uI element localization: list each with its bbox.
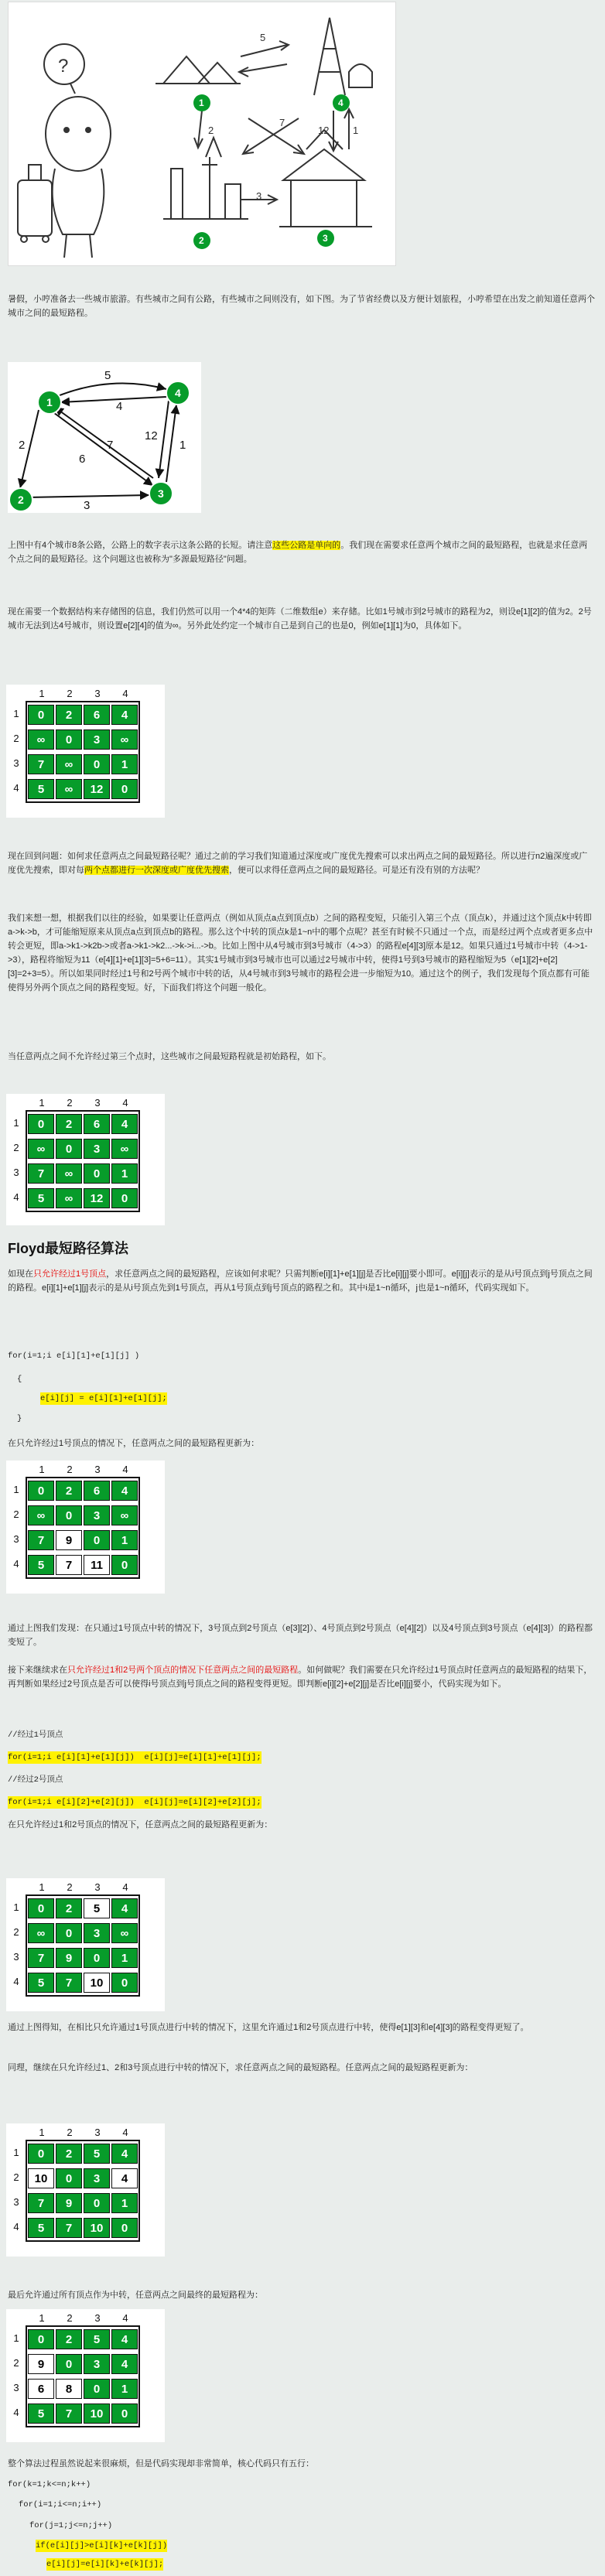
paragraph-question bbox=[8, 849, 596, 877]
matrix-row-header: 4 bbox=[13, 2221, 19, 2233]
matrix-row-header: 2 bbox=[13, 733, 19, 744]
matrix-cell: 0 bbox=[84, 2193, 110, 2213]
paragraph-core-code: 整个算法过程虽然说起来很麻烦，但是代码实现却非常简单，核心代码只有五行： bbox=[8, 2459, 314, 2468]
matrix-cell: 0 bbox=[84, 754, 110, 774]
matrix-cell: 6 bbox=[28, 2379, 54, 2399]
matrix-cell: 12 bbox=[84, 1188, 110, 1208]
matrix-row-header: 2 bbox=[13, 1508, 19, 1520]
hero-distance-2: 2 bbox=[208, 125, 214, 136]
matrix-col-header: 4 bbox=[122, 1097, 128, 1109]
paragraph-observation-2: 通过上图得知，在相比只允许通过1号顶点进行中转的情况下，这里允许通过1和2号顶点进行中转，使得e[1][3]和e[4][3]的路程变得更短了。 bbox=[8, 2023, 529, 2032]
matrix-col-header: 4 bbox=[122, 688, 128, 699]
matrix-cell: 10 bbox=[28, 2168, 54, 2188]
paragraph-via-vertex-1 bbox=[8, 1267, 596, 1295]
matrix-cell: 6 bbox=[84, 705, 110, 725]
paragraph-via-vertex-1-2 bbox=[8, 1663, 596, 1691]
matrix-no-transfer bbox=[6, 1094, 165, 1225]
edge-label-2: 2 bbox=[19, 439, 26, 452]
matrix-cell: 5 bbox=[28, 779, 54, 799]
matrix-cell: 0 bbox=[56, 1923, 82, 1943]
matrix-col-header: 1 bbox=[39, 2312, 45, 2324]
paragraph-transfer-point: 我们来想一想，根据我们以往的经验，如果要让任意两点（例如从顶点a点到顶点b）之间的路程变短，只能引入第三个点（顶点k），并通过这个顶点k中转即a->k->b，才可能缩短原来从顶点a点到顶点b的路程。那么这个中转的顶点k是1~n中的哪个点呢？甚至有时候不只通过一个点，而是经过两个点或者更多点中转会更短，即a->k1->k2b->或者a->k1->k2...->k->i...->b。比如上图中从4号城市到3号城市（4->3）的路程e[4][3]原本是12。如果只通过1号城市中转（4->1->3），路程将缩短为11（e[4][1]+e[1][3]=5+6=11）。其实1号城市到3号城市也可以通过2号城市中转，使得1号到3号城市的路程缩短为5（e[1][2]+e[2][3]=2+3=5）。所以如果同时经过1号和2号两个城市中转的话，从4号城市到3号城市的路程会进一步缩短为10。通过这个的例子，我们发现每个顶点都有可能使得另外两个顶点之间的路程变短。好，下面我们将这个问题一般化。 bbox=[8, 914, 593, 992]
p1-text-b: 。我们现在需要求任意两个城市之间的最短路程，也就是求任意两个点之间的最短路径。这个问题这也被称为"多源最短路径"问题。 bbox=[8, 541, 588, 564]
city-graph-svg bbox=[8, 362, 201, 513]
p6-text-b: ，求任意两点之间的最短路程，应该如何求呢？只需判断e[i][1]+e[1][j]是否比e[i][j]要小即可。e[i][j]表示的是从i号顶点到j号顶点之间的路程。e[i][1]+e[1][j]表示的是从i号顶点先到1号顶点，再从1号顶点到j号顶点的路程之和。其中i是1~n循环，j也是1~n循环，代码实现如下。 bbox=[8, 1269, 593, 1293]
matrix-cell: 6 bbox=[84, 1481, 110, 1501]
matrix-col-header: 4 bbox=[122, 1464, 128, 1475]
matrix-cell: 10 bbox=[84, 2218, 110, 2238]
matrix-row-header: 1 bbox=[13, 1117, 19, 1129]
matrix-cell: 0 bbox=[84, 1530, 110, 1550]
matrix-row-header: 2 bbox=[13, 2171, 19, 2183]
graph-node-3: 3 bbox=[158, 487, 164, 500]
matrix-final bbox=[6, 2309, 165, 2442]
paragraph-observation-1: 通过上图我们发现：在只通过1号顶点中转的情况下，3号顶点到2号顶点（e[3][2]）、4号顶点到2号顶点（e[4][2]）以及4号顶点到3号顶点（e[4][3]）的路程都变短了。 bbox=[8, 1624, 593, 1647]
matrix-col-header: 4 bbox=[122, 2127, 128, 2138]
code-block-vertex-1 bbox=[8, 1350, 139, 1362]
p1-highlight: 这些公路是单向的 bbox=[272, 541, 341, 550]
edge-label-12: 12 bbox=[145, 429, 158, 442]
matrix-cell: 9 bbox=[56, 1948, 82, 1968]
matrix-row-header: 4 bbox=[13, 782, 19, 794]
matrix-cell: ∞ bbox=[56, 1163, 82, 1184]
code2-comment-2: //经过2号顶点 bbox=[8, 1775, 63, 1785]
hero-distance-12: 12 bbox=[318, 125, 330, 136]
matrix-cell: ∞ bbox=[111, 1139, 138, 1159]
matrix-cell: 0 bbox=[28, 1114, 54, 1134]
matrix-cell: 0 bbox=[111, 1555, 138, 1575]
code3-assign: e[i][j]=e[i][k]+e[k][j]; bbox=[46, 2560, 164, 2569]
matrix-row-header: 4 bbox=[13, 1191, 19, 1203]
edge-label-6: 6 bbox=[79, 453, 86, 466]
travel-map-drawing bbox=[9, 2, 395, 265]
matrix-after-vertex-1 bbox=[6, 1461, 165, 1594]
matrix-cell: 1 bbox=[111, 1163, 138, 1184]
matrix-cell: 0 bbox=[111, 1188, 138, 1208]
matrix-col-header: 3 bbox=[94, 2312, 101, 2324]
matrix-cell: 0 bbox=[28, 1898, 54, 1918]
graph-node-4: 4 bbox=[175, 387, 181, 399]
matrix-cell: ∞ bbox=[56, 754, 82, 774]
matrix-cell: 8 bbox=[56, 2379, 82, 2399]
paragraph-no-transfer: 当任意两点之间不允许经过第三个点时，这些城市之间最短路程就是初始路程，如下。 bbox=[8, 1052, 331, 1061]
matrix-cell: 7 bbox=[56, 1555, 82, 1575]
matrix-cell: 5 bbox=[84, 2329, 110, 2349]
matrix-cell: 4 bbox=[111, 2168, 138, 2188]
code1-assign: e[i][j] = e[i][1]+e[1][j]; bbox=[40, 1394, 167, 1403]
matrix-cell: 2 bbox=[56, 2144, 82, 2164]
matrix-cell: ∞ bbox=[28, 1923, 54, 1943]
matrix-col-header: 1 bbox=[39, 1881, 45, 1893]
matrix-cell: 11 bbox=[84, 1555, 110, 1575]
matrix-cell: 0 bbox=[56, 2168, 82, 2188]
matrix-row-header: 2 bbox=[13, 1926, 19, 1938]
matrix-cell: 4 bbox=[111, 1481, 138, 1501]
matrix-row-header: 1 bbox=[13, 2147, 19, 2158]
matrix-cell: ∞ bbox=[111, 729, 138, 750]
p3-text-b: ，便可以求得任意两点之间的最短路径。可是还有没有别的方法呢？ bbox=[229, 866, 484, 875]
matrix-row-header: 2 bbox=[13, 2357, 19, 2369]
matrix-cell: 0 bbox=[111, 2403, 138, 2424]
code1-open-brace: { bbox=[17, 1375, 22, 1384]
matrix-cell: 3 bbox=[84, 729, 110, 750]
matrix-cell: 2 bbox=[56, 2329, 82, 2349]
p3-highlight: 两个点都进行一次深度或广度优先搜索 bbox=[84, 866, 229, 875]
code3-loop-k: for(k=1;k<=n;k++) bbox=[8, 2480, 91, 2489]
matrix-cell: 9 bbox=[56, 1530, 82, 1550]
matrix-cell: 10 bbox=[84, 1973, 110, 1993]
matrix-cell: 0 bbox=[56, 1139, 82, 1159]
code3-loop-i: for(i=1;i<=n;i++) bbox=[19, 2500, 102, 2509]
code3-if: if(e[i][j]>e[i][k]+e[k][j]) bbox=[36, 2541, 168, 2550]
hero-city-1: 1 bbox=[199, 97, 204, 108]
matrix-cell: 0 bbox=[28, 1481, 54, 1501]
matrix-col-header: 3 bbox=[94, 1097, 101, 1109]
matrix-row-header: 3 bbox=[13, 2382, 19, 2393]
matrix-cell: 2 bbox=[56, 1114, 82, 1134]
p1-text-a: 上图中有4个城市8条公路，公路上的数字表示这条公路的长短。请注意 bbox=[8, 541, 273, 550]
matrix-cell: ∞ bbox=[28, 1139, 54, 1159]
p9-red-text: 只允许经过1和2号两个顶点的情况下任意两点之间的最短路程 bbox=[67, 1666, 299, 1675]
matrix-cell: 7 bbox=[28, 1948, 54, 1968]
matrix-cell: 4 bbox=[111, 705, 138, 725]
matrix-col-header: 1 bbox=[39, 2127, 45, 2138]
p6-text-a: 如现在 bbox=[8, 1269, 33, 1279]
matrix-after-vertex-1-2 bbox=[6, 1878, 165, 2011]
edge-label-1: 1 bbox=[179, 439, 186, 452]
paragraph-matrix-storage: 现在需要一个数据结构来存储图的信息，我们仍然可以用一个4*4的矩阵（二维数组e）来存储。比如1号城市到2号城市的路程为2，则设e[1][2]的值为2。2号城市无法到达4号城市，则设置e[2][4]的值为∞。另外此处约定一个城市自己是到自己的也是0，例如e[1][1]为0，具体如下。 bbox=[8, 607, 592, 630]
matrix-col-header: 1 bbox=[39, 1464, 45, 1475]
matrix-cell: ∞ bbox=[28, 729, 54, 750]
graph-node-1: 1 bbox=[46, 396, 53, 408]
matrix-cell: 4 bbox=[111, 2329, 138, 2349]
code2-comment-1: //经过1号顶点 bbox=[8, 1730, 63, 1740]
matrix-cell: 5 bbox=[28, 1188, 54, 1208]
matrix-cell: 0 bbox=[56, 729, 82, 750]
matrix-row-header: 4 bbox=[13, 2407, 19, 2418]
paragraph-all-vertices: 最后允许通过所有顶点作为中转，任意两点之间最终的最短路程为： bbox=[8, 2291, 263, 2300]
p3-text-a: 现在回到问题：如何求任意两点之间最短路径呢？通过之前的学习我们知道通过深度或广度优先搜索可以求出两点之间的最短路径。所以进行n2遍深度或广度优先搜索，即对每 bbox=[8, 852, 588, 875]
matrix-cell: 1 bbox=[111, 1948, 138, 1968]
matrix-cell: 5 bbox=[28, 2403, 54, 2424]
p6-red-text: 只允许经过1号顶点 bbox=[33, 1269, 107, 1279]
matrix-col-header: 1 bbox=[39, 688, 45, 699]
matrix-col-header: 3 bbox=[94, 2127, 101, 2138]
matrix-cell: 2 bbox=[56, 1898, 82, 1918]
matrix-cell: 2 bbox=[56, 1481, 82, 1501]
matrix-col-header: 2 bbox=[67, 1881, 73, 1893]
matrix-cell: 0 bbox=[111, 779, 138, 799]
matrix-cell: 0 bbox=[84, 1948, 110, 1968]
paragraph-after-vertex-1: 在只允许经过1号顶点的情况下，任意两点之间的最短路程更新为： bbox=[8, 1439, 260, 1448]
matrix-cell: 1 bbox=[111, 2379, 138, 2399]
hero-city-3: 3 bbox=[323, 233, 328, 244]
hero-distance-5: 5 bbox=[260, 32, 266, 43]
matrix-cell: 7 bbox=[28, 1530, 54, 1550]
matrix-cell: 9 bbox=[56, 2193, 82, 2213]
paragraph-one-way-roads bbox=[8, 538, 596, 566]
matrix-col-header: 2 bbox=[67, 2312, 73, 2324]
matrix-cell: 6 bbox=[84, 1114, 110, 1134]
matrix-row-header: 2 bbox=[13, 1142, 19, 1153]
hero-distance-1: 1 bbox=[353, 125, 359, 136]
matrix-after-vertex-1-2-3 bbox=[6, 2123, 165, 2257]
matrix-col-header: 2 bbox=[67, 1464, 73, 1475]
matrix-row-header: 3 bbox=[13, 757, 19, 769]
travel-illustration bbox=[8, 2, 396, 266]
code2-line-2: for(i=1;i e[i][2]+e[2][j]) e[i][j]=e[i][2]+e[2][j]; bbox=[8, 1798, 261, 1807]
matrix-cell: 7 bbox=[28, 1163, 54, 1184]
matrix-cell: ∞ bbox=[56, 779, 82, 799]
matrix-row-header: 4 bbox=[13, 1976, 19, 1987]
matrix-cell: 2 bbox=[56, 705, 82, 725]
intro-paragraph: 暑假，小哼准备去一些城市旅游。有些城市之间有公路，有些城市之间则没有，如下图。为了节省经费以及方便计划旅程，小哼希望在出发之前知道任意两个城市之间的最短路程。 bbox=[8, 295, 595, 318]
paragraph-after-vertex-1-2: 在只允许经过1和2号顶点的情况下，任意两点之间的最短路程更新为： bbox=[8, 1820, 273, 1830]
svg-text:?: ? bbox=[58, 56, 69, 77]
matrix-cell: 12 bbox=[84, 779, 110, 799]
matrix-cell: 0 bbox=[28, 2329, 54, 2349]
code2-line-1: for(i=1;i e[i][1]+e[1][j]) e[i][j]=e[i][1]+e[1][j]; bbox=[8, 1753, 261, 1762]
matrix-cell: 1 bbox=[111, 2193, 138, 2213]
matrix-col-header: 2 bbox=[67, 2127, 73, 2138]
matrix-col-header: 2 bbox=[67, 1097, 73, 1109]
matrix-cell: 5 bbox=[84, 2144, 110, 2164]
matrix-row-header: 3 bbox=[13, 1951, 19, 1963]
graph-node-2: 2 bbox=[18, 494, 24, 506]
matrix-col-header: 3 bbox=[94, 1881, 101, 1893]
matrix-cell: ∞ bbox=[111, 1505, 138, 1525]
matrix-cell: 4 bbox=[111, 2354, 138, 2374]
matrix-col-header: 2 bbox=[67, 688, 73, 699]
matrix-cell: 3 bbox=[84, 1505, 110, 1525]
matrix-cell: 7 bbox=[56, 1973, 82, 1993]
code3-loop-j: for(j=1;j<=n;j++) bbox=[29, 2521, 113, 2530]
code1-close-brace: } bbox=[17, 1414, 22, 1423]
paragraph-via-vertex-1-2-3: 同理，继续在只允许经过1、2和3号顶点进行中转的情况下，求任意两点之间的最短路程。任意两点之间的最短路程更新为： bbox=[8, 2063, 473, 2072]
matrix-cell: 1 bbox=[111, 754, 138, 774]
hero-city-4: 4 bbox=[338, 97, 344, 108]
edge-label-3: 3 bbox=[84, 499, 91, 512]
city-graph bbox=[8, 362, 201, 513]
matrix-cell: 0 bbox=[84, 2379, 110, 2399]
matrix-cell: 5 bbox=[28, 1555, 54, 1575]
matrix-cell: 0 bbox=[28, 705, 54, 725]
matrix-cell: 0 bbox=[28, 2144, 54, 2164]
matrix-row-header: 1 bbox=[13, 1484, 19, 1495]
matrix-row-header: 1 bbox=[13, 2332, 19, 2344]
matrix-cell: 5 bbox=[28, 2218, 54, 2238]
matrix-cell: ∞ bbox=[111, 1923, 138, 1943]
matrix-cell: 0 bbox=[84, 1163, 110, 1184]
edge-label-4: 4 bbox=[116, 400, 123, 413]
matrix-initial bbox=[6, 685, 165, 818]
matrix-cell: ∞ bbox=[28, 1505, 54, 1525]
matrix-cell: 3 bbox=[84, 2168, 110, 2188]
matrix-cell: 10 bbox=[84, 2403, 110, 2424]
hero-city-2: 2 bbox=[199, 235, 204, 246]
matrix-cell: 7 bbox=[56, 2218, 82, 2238]
p9-text-b: 。如何做呢？我们需要在只允许经过1号顶点时任意两点的最短路程的结果下，再判断如果经过2号顶点是否可以使得i号顶点到j号顶点之间的路程变得更短。即判断e[i][2]+e[2][j]是否比e[i][j]要小，代码实现为如下。 bbox=[8, 1666, 593, 1689]
matrix-col-header: 4 bbox=[122, 2312, 128, 2324]
matrix-cell: 4 bbox=[111, 1898, 138, 1918]
section-title: Floyd最短路径算法 bbox=[8, 1241, 128, 1256]
matrix-row-header: 4 bbox=[13, 1558, 19, 1570]
matrix-cell: 0 bbox=[56, 2354, 82, 2374]
hero-distance-7: 7 bbox=[279, 117, 285, 128]
matrix-row-header: 3 bbox=[13, 2196, 19, 2208]
matrix-row-header: 1 bbox=[13, 1901, 19, 1913]
matrix-cell: 3 bbox=[84, 1139, 110, 1159]
matrix-col-header: 1 bbox=[39, 1097, 45, 1109]
edge-label-5: 5 bbox=[104, 369, 111, 382]
matrix-cell: 0 bbox=[56, 1505, 82, 1525]
matrix-row-header: 3 bbox=[13, 1533, 19, 1545]
matrix-cell: 7 bbox=[28, 2193, 54, 2213]
matrix-row-header: 3 bbox=[13, 1167, 19, 1178]
matrix-col-header: 4 bbox=[122, 1881, 128, 1893]
p9-text-a: 接下来继续求在 bbox=[8, 1666, 67, 1675]
matrix-cell: 0 bbox=[111, 2218, 138, 2238]
matrix-cell: ∞ bbox=[56, 1188, 82, 1208]
matrix-col-header: 3 bbox=[94, 688, 101, 699]
matrix-row-header: 1 bbox=[13, 708, 19, 719]
hero-distance-3: 3 bbox=[256, 190, 262, 202]
matrix-cell: 1 bbox=[111, 1530, 138, 1550]
matrix-cell: 4 bbox=[111, 1114, 138, 1134]
matrix-cell: 9 bbox=[28, 2354, 54, 2374]
matrix-cell: 7 bbox=[28, 754, 54, 774]
code1-line-1: for(i=1;i e[i][1]+e[1][j] ) bbox=[8, 1351, 140, 1361]
matrix-cell: 3 bbox=[84, 2354, 110, 2374]
matrix-cell: 7 bbox=[56, 2403, 82, 2424]
matrix-cell: 0 bbox=[111, 1973, 138, 1993]
matrix-cell: 4 bbox=[111, 2144, 138, 2164]
matrix-cell: 3 bbox=[84, 1923, 110, 1943]
matrix-col-header: 3 bbox=[94, 1464, 101, 1475]
matrix-cell: 5 bbox=[84, 1898, 110, 1918]
matrix-cell: 5 bbox=[28, 1973, 54, 1993]
edge-label-7: 7 bbox=[107, 439, 114, 452]
